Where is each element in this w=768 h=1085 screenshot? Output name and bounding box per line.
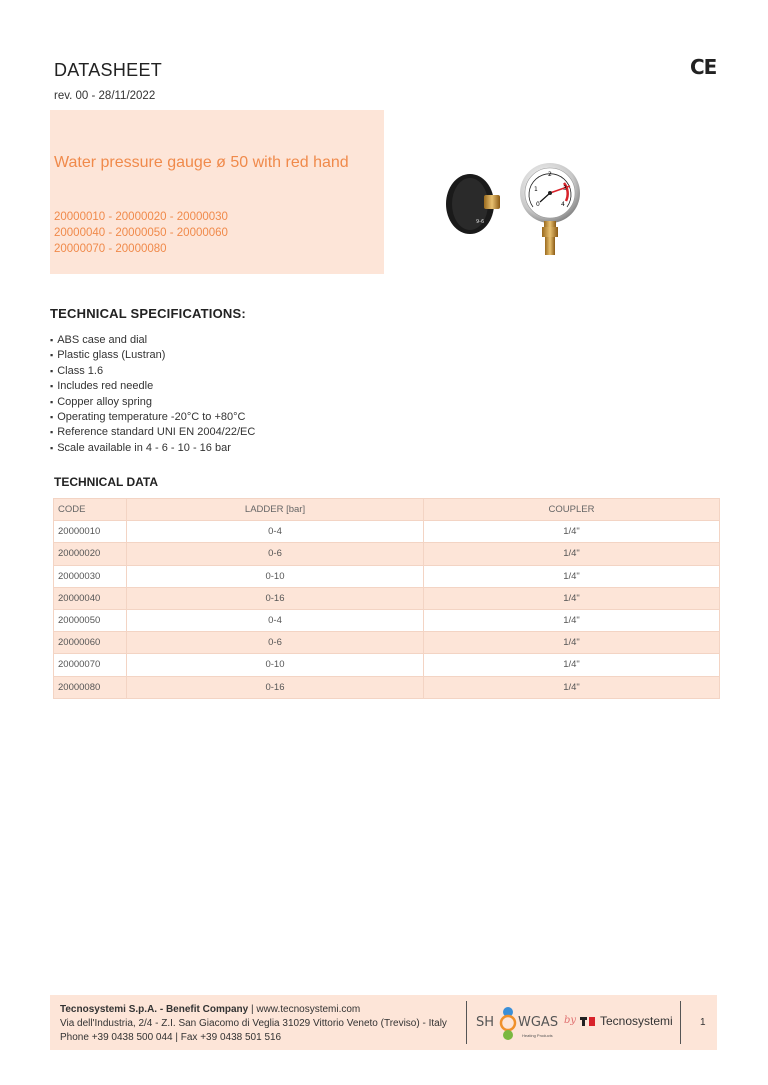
showgas-subtitle: Heating Products [522, 1033, 553, 1038]
technical-data-table [53, 498, 720, 699]
product-codes [54, 209, 228, 257]
list-item: ▪ Plastic glass (Lustran) [50, 348, 255, 363]
cell-code: 20000010 [54, 521, 127, 543]
footer-company-line [60, 1003, 447, 1017]
cell-ladder: 0-6 [127, 543, 424, 565]
gauge-back-view [446, 174, 500, 234]
cell-coupler: 1/4" [424, 565, 720, 587]
table-row [54, 676, 720, 698]
cell-code: 20000030 [54, 565, 127, 587]
page-number: 1 [700, 1017, 706, 1028]
showgas-logo-right: WGAS [518, 1015, 559, 1030]
footer-divider [680, 1001, 681, 1044]
logo-by-text: by [564, 1015, 577, 1026]
product-code-line: 20000040 - 20000050 - 20000060 [54, 227, 228, 239]
table-row [54, 609, 720, 631]
revision-date: rev. 00 - 28/11/2022 [54, 90, 156, 102]
showgas-logo-left: SH [476, 1015, 495, 1030]
table-row [54, 521, 720, 543]
cell-ladder: 0-4 [127, 521, 424, 543]
cell-coupler: 1/4" [424, 654, 720, 676]
tecnosystemi-mark-icon [580, 1015, 596, 1027]
cell-code: 20000080 [54, 676, 127, 698]
product-hero-panel [50, 110, 384, 274]
footer-contact-block [60, 1003, 447, 1045]
list-item: ▪ Includes red needle [50, 379, 255, 394]
table-row [54, 565, 720, 587]
specifications-heading: TECHNICAL SPECIFICATIONS: [50, 306, 246, 321]
page-footer [50, 995, 717, 1050]
cell-ladder: 0-16 [127, 676, 424, 698]
cell-ladder: 0-6 [127, 632, 424, 654]
specifications-list [50, 333, 255, 456]
cell-code: 20000070 [54, 654, 127, 676]
dial-number: 2 [548, 171, 552, 178]
gauge-front-view [520, 163, 580, 255]
gauge-back-label: 9-6 [476, 219, 485, 225]
dial-number: 3 [563, 185, 567, 192]
cell-coupler: 1/4" [424, 609, 720, 631]
column-header-code: CODE [54, 499, 127, 521]
cell-code: 20000020 [54, 543, 127, 565]
list-item: ▪ Operating temperature -20°C to +80°C [50, 410, 255, 425]
footer-website[interactable]: | www.tecnosystemi.com [250, 1004, 361, 1015]
list-item: ▪ Reference standard UNI EN 2004/22/EC [50, 425, 255, 440]
list-item: ▪ Copper alloy spring [50, 395, 255, 410]
column-header-ladder: LADDER [bar] [127, 499, 424, 521]
technical-data-heading: TECHNICAL DATA [54, 475, 158, 489]
ce-mark-icon: CE [690, 55, 717, 79]
cell-coupler: 1/4" [424, 543, 720, 565]
footer-address: Via dell'Industria, 2/4 - Z.I. San Giacomo di Veglia 31029 Vittorio Veneto (Treviso) - Italy [60, 1018, 447, 1029]
product-code-line: 20000010 - 20000020 - 20000030 [54, 211, 228, 223]
table-row [54, 654, 720, 676]
list-item: ▪ Scale available in 4 - 6 - 10 - 16 bar [50, 441, 255, 456]
pressure-gauge-image [440, 155, 600, 265]
cell-coupler: 1/4" [424, 521, 720, 543]
cell-ladder: 0-10 [127, 565, 424, 587]
column-header-coupler: COUPLER [424, 499, 720, 521]
footer-divider [466, 1001, 467, 1044]
dial-number: 0 [536, 201, 540, 208]
table-header-row [54, 499, 720, 521]
cell-coupler: 1/4" [424, 632, 720, 654]
cell-ladder: 0-16 [127, 587, 424, 609]
cell-ladder: 0-10 [127, 654, 424, 676]
cell-code: 20000050 [54, 609, 127, 631]
footer-contacts: Phone +39 0438 500 044 | Fax +39 0438 501 516 [60, 1032, 282, 1043]
table-row [54, 587, 720, 609]
list-item: ▪ ABS case and dial [50, 333, 255, 348]
table-row [54, 632, 720, 654]
dial-number: 1 [534, 186, 538, 193]
table-row [54, 543, 720, 565]
product-title: Water pressure gauge ø 50 with red hand [54, 154, 349, 171]
footer-logos [474, 1001, 674, 1045]
cell-coupler: 1/4" [424, 587, 720, 609]
cell-code: 20000040 [54, 587, 127, 609]
dial-number: 4 [561, 201, 565, 208]
product-code-line: 20000070 - 20000080 [54, 243, 167, 255]
document-title: DATASHEET [54, 60, 163, 80]
cell-coupler: 1/4" [424, 676, 720, 698]
cell-code: 20000060 [54, 632, 127, 654]
cell-ladder: 0-4 [127, 609, 424, 631]
list-item: ▪ Class 1.6 [50, 364, 255, 379]
showgas-flame-icon [499, 1005, 517, 1041]
footer-company: Tecnosystemi S.p.A. - Benefit Company [60, 1004, 249, 1015]
tecnosystemi-logo: Tecnosystemi [600, 1014, 673, 1028]
